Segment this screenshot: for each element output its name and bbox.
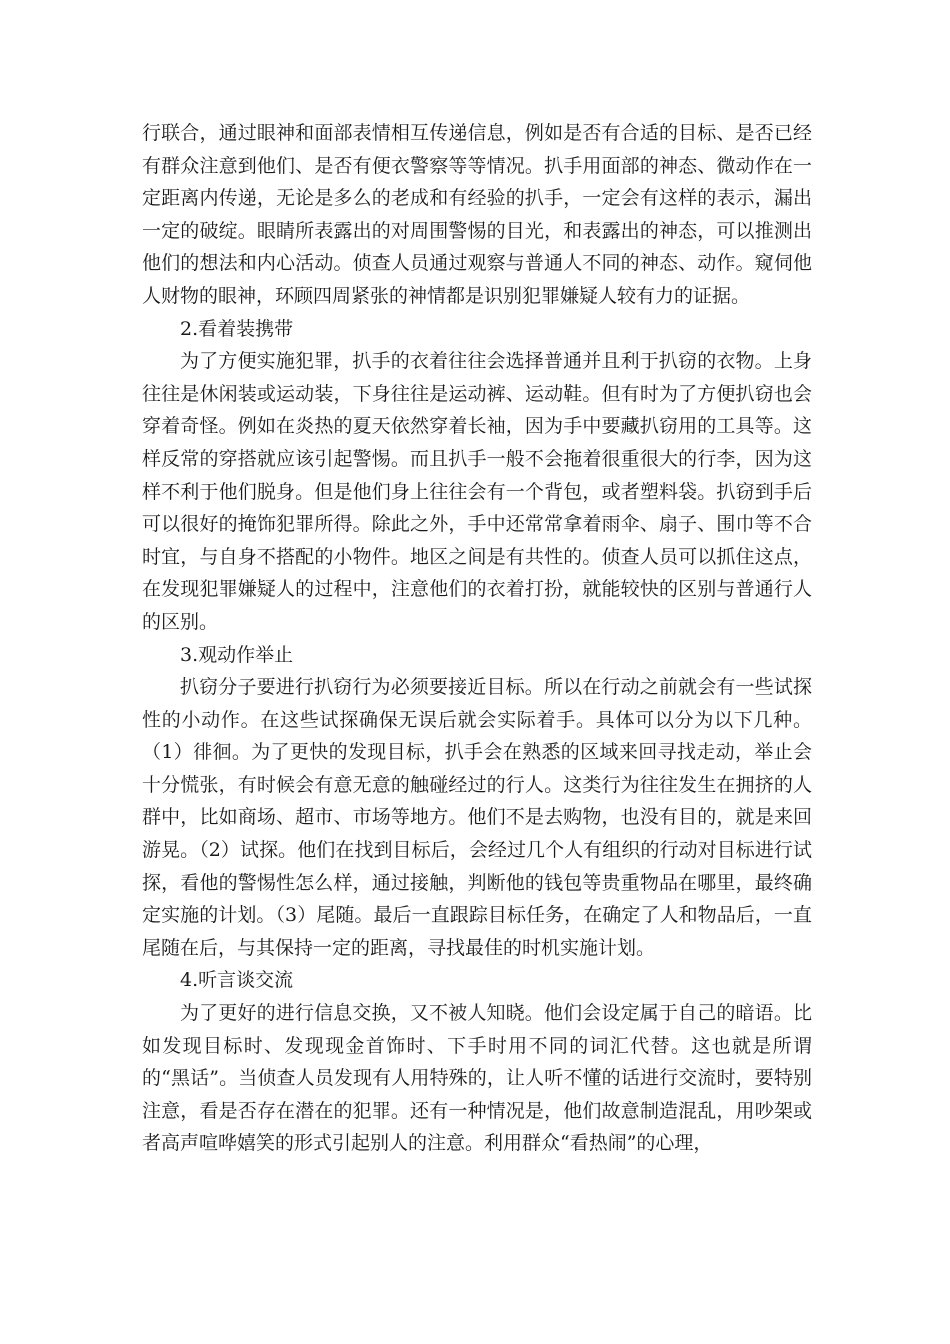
section-heading-behavior: 3.观动作举止	[180, 643, 294, 666]
document-body	[142, 117, 812, 1160]
section-heading-clothing: 2.看着装携带	[180, 317, 294, 340]
paragraph-clothing: 为了方便实施犯罪，扒手的衣着往往会选择普通并且利于扒窃的衣物。上身往往是休闲装或运动装，下身往往是运动裤、运动鞋。但有时为了方便扒窃也会穿着奇怪。例如在炎热的夏天依然穿着长袖，因为手中要藏扒窃用的工具等。这样反常的穿搭就应该引起警惕。而且扒手一般不会拖着很重很大的行李，因为这样不利于他们脱身。但是他们身上往往会有一个背包，或者塑料袋。扒窃到手后可以很好的掩饰犯罪所得。除此之外，手中还常常拿着雨伞、扇子、围巾等不合时宜，与自身不搭配的小物件。地区之间是有共性的。侦查人员可以抓住这点，在发现犯罪嫌疑人的过程中，注意他们的衣着打扮，就能较快的区别与普通行人的区别。	[142, 350, 812, 633]
paragraph-speech: 为了更好的进行信息交换，又不被人知晓。他们会设定属于自己的暗语。比如发现目标时、发现现金首饰时、下手时用不同的词汇代替。这也就是所谓的“黑话”。当侦查人员发现有人用特殊的，让人听不懂的话进行交流时，要特别注意，看是否存在潜在的犯罪。还有一种情况是，他们故意制造混乱，用吵架或者高声喧哗嬉笑的形式引起别人的注意。利用群众“看热闹”的心理，	[142, 1002, 812, 1155]
paragraph-behavior: 扒窃分子要进行扒窃行为必须要接近目标。所以在行动之前就会有一些试探性的小动作。在这些试探确保无误后就会实际着手。具体可以分为以下几种。（1）徘徊。为了更快的发现目标，扒手会在熟悉的区域来回寻找走动，举止会十分慌张，有时候会有意无意的触碰经过的行人。这类行为往往发生在拥挤的人群中，比如商场、超市、市场等地方。他们不是去购物，也没有目的，就是来回游晃。（2）试探。他们在找到目标后，会经过几个人有组织的行动对目标进行试探，看他的警惕性怎么样，通过接触，判断他的钱包等贵重物品在哪里，最终确定实施的计划。（3）尾随。最后一直跟踪目标任务，在确定了人和物品后，一直尾随在后，与其保持一定的距离，寻找最佳的时机实施计划。	[142, 676, 812, 959]
paragraph-expression-cues: 行联合，通过眼神和面部表情相互传递信息，例如是否有合适的目标、是否已经有群众注意到他们、是否有便衣警察等等情况。扒手用面部的神态、微动作在一定距离内传递，无论是多么的老成和有经验的扒手，一定会有这样的表示，漏出一定的破绽。眼睛所表露出的对周围警惕的目光，和表露出的神态，可以推测出他们的想法和内心活动。侦查人员通过观察与普通人不同的神态、动作。窥伺他人财物的眼神，环顾四周紧张的神情都是识别犯罪嫌疑人较有力的证据。	[142, 122, 812, 307]
section-heading-speech: 4.听言谈交流	[180, 969, 294, 992]
